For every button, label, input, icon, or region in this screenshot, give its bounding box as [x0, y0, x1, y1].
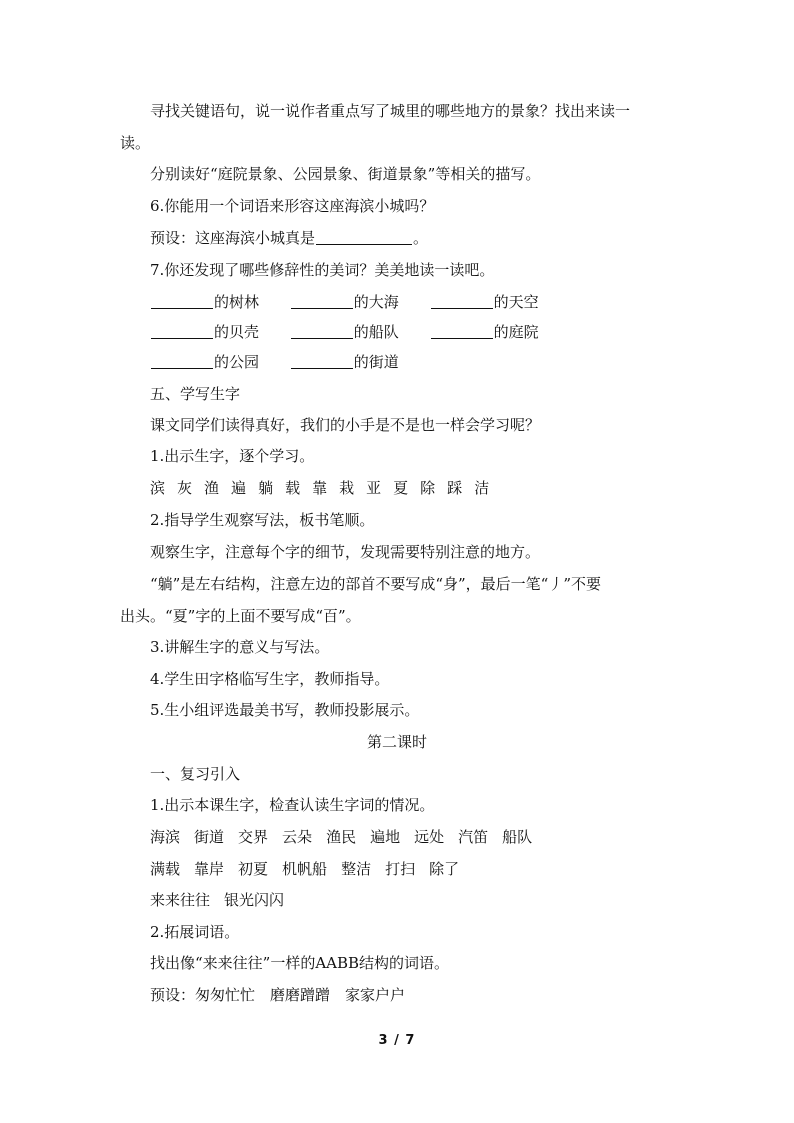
- word: 来来往往: [150, 891, 211, 909]
- character: 灰: [177, 479, 193, 497]
- paragraph-line: “躺”是左右结构，注意左边的部首不要写成“身”，最后一笔“丿”不要: [150, 575, 602, 593]
- word: 银光闪闪: [224, 891, 285, 909]
- section-heading: 五、学写生字: [150, 385, 241, 403]
- list-item: 3.讲解生字的意义与写法。: [150, 638, 330, 656]
- section-heading: 一、复习引入: [150, 765, 241, 783]
- fill-row: [0, 352, 794, 372]
- word: 初夏: [238, 860, 269, 878]
- word: 整洁: [341, 860, 372, 878]
- character: 靠: [312, 479, 328, 497]
- fill-label: 的船队: [353, 323, 399, 341]
- fill-blank: [151, 324, 213, 339]
- character: 渔: [204, 479, 220, 497]
- question-6: 6.你能用一个词语来形容这座海滨小城吗？: [150, 197, 435, 215]
- fill-label: 的庭院: [493, 323, 539, 341]
- character: 遍: [231, 479, 247, 497]
- fill-label: 的树林: [214, 293, 260, 311]
- word: 云朵: [282, 828, 313, 846]
- word: 街道: [194, 828, 225, 846]
- character-list: [0, 478, 794, 498]
- word: 交界: [238, 828, 269, 846]
- fill-row: [0, 322, 794, 342]
- character: 躺: [258, 479, 274, 497]
- word: 靠岸: [194, 860, 225, 878]
- preset-suffix: 。: [413, 229, 429, 247]
- character: 载: [285, 479, 301, 497]
- list-item: 2.指导学生观察写法，板书笔顺。: [150, 511, 375, 529]
- fill-blank: [316, 230, 412, 245]
- word: 除了: [429, 860, 460, 878]
- list-item: 5.生小组评选最美书写，教师投影展示。: [150, 701, 420, 719]
- character: 踩: [447, 479, 463, 497]
- paragraph-line: 寻找关键语句，说一说作者重点写了城里的哪些地方的景象？找出来读一: [150, 102, 631, 120]
- list-item: 1.出示生字，逐个学习。: [150, 447, 315, 465]
- preset-prefix: 预设：这座海滨小城真是: [150, 229, 316, 247]
- word: 渔民: [326, 828, 357, 846]
- word: 满载: [150, 860, 181, 878]
- character: 洁: [474, 479, 490, 497]
- character: 除: [420, 479, 436, 497]
- fill-blank: [291, 294, 353, 309]
- paragraph-line: 读。: [120, 134, 151, 152]
- paragraph-line: 出头。“夏”字的上面不要写成“百”。: [120, 607, 361, 625]
- fill-label: 的贝壳: [214, 323, 260, 341]
- preset-line: [0, 228, 794, 248]
- character: 夏: [393, 479, 409, 497]
- word-list: [0, 859, 794, 879]
- word: 船队: [502, 828, 533, 846]
- list-item: 1.出示本课生字，检查认读生字词的情况。: [150, 796, 435, 814]
- lesson-heading: 第二课时: [366, 733, 427, 751]
- paragraph-line: 预设：匆匆忙忙 磨磨蹭蹭 家家户户: [150, 986, 406, 1004]
- fill-blank: [431, 324, 493, 339]
- page-number: 3 / 7: [378, 1033, 416, 1048]
- fill-blank: [151, 294, 213, 309]
- fill-label: 的大海: [353, 293, 399, 311]
- question-7: 7.你还发现了哪些修辞性的美词？美美地读一读吧。: [150, 261, 495, 279]
- word: 遍地: [370, 828, 401, 846]
- fill-label: 的天空: [493, 293, 539, 311]
- paragraph-line: 观察生字，注意每个字的细节，发现需要特别注意的地方。: [150, 543, 541, 561]
- character: 亚: [366, 479, 382, 497]
- character: 滨: [150, 479, 166, 497]
- paragraph-line: 课文同学们读得真好，我们的小手是不是也一样会学习呢？: [150, 416, 541, 434]
- fill-blank: [151, 354, 213, 369]
- paragraph-line: 分别读好“庭院景象、公园景象、街道景象”等相关的描写。: [150, 165, 541, 183]
- word-list: [0, 890, 794, 910]
- word: 打扫: [385, 860, 416, 878]
- fill-blank: [291, 324, 353, 339]
- fill-label: 的街道: [353, 353, 399, 371]
- word: 汽笛: [458, 828, 489, 846]
- list-item: 4.学生田字格临写生字，教师指导。: [150, 670, 390, 688]
- word-list: [0, 827, 794, 847]
- fill-blank: [291, 354, 353, 369]
- list-item: 2.拓展词语。: [150, 923, 240, 941]
- character: 栽: [339, 479, 355, 497]
- fill-row: [0, 292, 794, 312]
- fill-blank: [431, 294, 493, 309]
- word: 海滨: [150, 828, 181, 846]
- word: 机帆船: [282, 860, 328, 878]
- word: 远处: [414, 828, 445, 846]
- paragraph-line: 找出像“来来往往”一样的AABB结构的词语。: [150, 954, 450, 972]
- fill-label: 的公园: [214, 353, 260, 371]
